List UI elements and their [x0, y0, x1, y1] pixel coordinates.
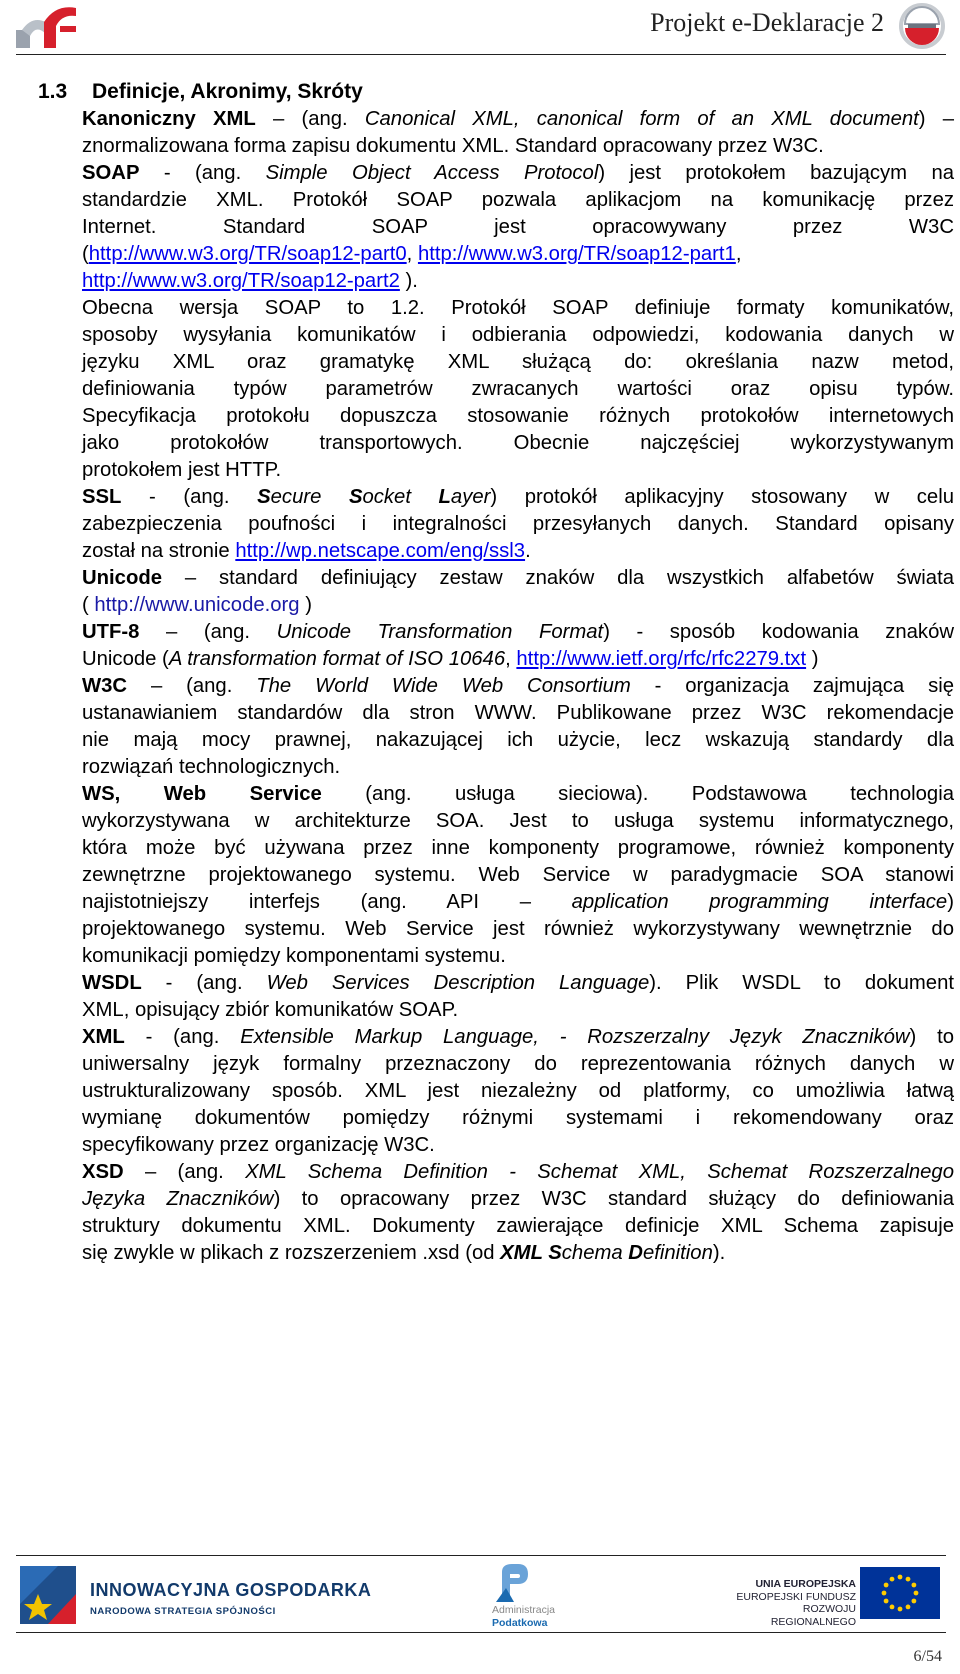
definition-xsd: XSD – (ang. XML Schema Definition - Schemat XML, Schemat Rozszerzalnego Języka Znaczników) to opracowany przez W3C standard służący do definiowania struktury dokumentu XML. Dokumenty zawierające definicje XML Schema zapisuje się zwykle w plikach z rozszerzeniem .xsd (od XML Schema Definition).	[82, 1161, 954, 1264]
eu-line-1: UNIA EUROPEJSKA	[755, 1578, 856, 1590]
footer-ap-line2: Podatkowa	[492, 1617, 548, 1629]
definition-soap: SOAP - (ang. Simple Object Access Protocol) jest protokołem bazującym na standardzie XML. Protokół SOAP pozwala aplikacjom na komunikację przez Internet. Standard SOAP jest opracowywany przez W3C (http://www.w3.org/TR/soap12-part0, http://www.w3.org/TR/soap12-part1, http://www.w3.org/TR/soap12-part2 ). Obecna wersja SOAP to 1.2. Protokół SOAP definiuje formaty komunikatów, sposoby wysyłania komunikatów i odbierania odpowiedzi, kodowania danych w języku XML oraz gramatykę XML służącą do: określania nazw metod, definiowania typów parametrów zwracanych wartości oraz opisu typów. Specyfikacja protokołu dopuszcza stosowanie różnych protokołów internetowych jako protokołów transportowych. Obecnie najczęściej wykorzystywanym protokołem jest HTTP.	[82, 162, 955, 481]
definition-wsdl: WSDL - (ang. Web Services Description Language). Plik WSDL to dokument XML, opisujący zbiór komunikatów SOAP.	[82, 972, 954, 1021]
definition-term: SSL	[82, 486, 122, 508]
definition-term: SOAP	[82, 162, 140, 184]
definition-utf8: UTF-8 – (ang. Unicode Transformation Format) - sposób kodowania znaków Unicode (A transformation format of ISO 10646, http://www.ietf.org/rfc/rfc2279.txt )	[82, 621, 954, 670]
eu-line-3: ROZWOJU REGIONALNEGO	[770, 1603, 856, 1628]
definition-term: Unicode	[82, 567, 163, 589]
definition-w3c: W3C – (ang. The World Wide Web Consortium - organizacja zajmująca się ustanawianiem standardów dla stron WWW. Publikowane przez W3C rekomendacje nie mają mocy prawnej, nakazującej ich użycie, lecz wskazują standardy dla rozwiązań technologicznych.	[82, 675, 954, 778]
footer-ap-line1: Administracja	[492, 1604, 556, 1616]
footer-ig-title: INNOWACYJNA GOSPODARKA	[90, 1580, 372, 1600]
rfc2279-link[interactable]: http://www.ietf.org/rfc/rfc2279.txt	[516, 648, 807, 670]
e-deklaracje-logo	[898, 2, 946, 50]
eu-flag-icon	[860, 1567, 940, 1619]
footer-eu-text	[736, 1578, 856, 1628]
definition-term: WSDL	[82, 972, 142, 994]
definition-unicode: Unicode – standard definiujący zestaw znaków dla wszystkich alfabetów świata ( http://www.unicode.org )	[82, 567, 954, 616]
page-number: 6/54	[913, 1648, 942, 1665]
section-title: Definicje, Akronimy, Skróty	[92, 80, 363, 103]
soap-part0-link[interactable]: http://www.w3.org/TR/soap12-part0	[88, 243, 407, 265]
page-header	[16, 0, 946, 55]
definition-ssl: SSL - (ang. Secure Socket Layer) protokół aplikacyjny stosowany w celu zabezpieczenia poufności i integralności przesyłanych danych. Standard opisany został na stronie http://wp.netscape.com/eng/ssl3.	[82, 486, 954, 562]
definition-term: WS, Web Service	[82, 783, 322, 805]
definition-term: XML	[82, 1026, 125, 1048]
footer-divider-bottom	[16, 1632, 946, 1633]
definition-web-service: WS, Web Service (ang. usługa sieciowa). Podstawowa technologia wykorzystywana w architekturze SOA. Jest to usługa systemu informatycznego, która może być używana przez inne komponenty programowe, również komponenty zewnętrzne projektowanego systemu. Web Service w paradygmacie SOA stanowi najistotniejszy interfejs (ang. API – application programming interface) projektowanego systemu. Web Service jest również wykorzystywany wewnętrznie do komunikacji pomiędzy komponentami systemu.	[82, 783, 954, 967]
definition-term: W3C	[82, 675, 128, 697]
definitions-list	[82, 106, 954, 1267]
definition-term: XSD	[82, 1161, 124, 1183]
ministry-of-finance-logo	[16, 4, 84, 48]
administracja-podatkowa-logo	[492, 1562, 542, 1604]
definition-canonical-xml: Kanoniczny XML – (ang. Canonical XML, canonical form of an XML document) – znormalizowana forma zapisu dokumentu XML. Standard opracowany przez W3C.	[82, 108, 954, 157]
soap-part2-link[interactable]: http://www.w3.org/TR/soap12-part2	[82, 270, 400, 292]
header-title: Projekt e-Deklaracje 2	[650, 8, 884, 37]
definition-xml: XML - (ang. Extensible Markup Language, - Rozszerzalny Język Znaczników) to uniwersalny język formalny przeznaczony do reprezentowania różnych danych w ustrukturalizowany sposób. XML jest niezależny od platformy, co umożliwia łatwą wymianę dokumentów pomiędzy różnymi systemami i rekomendowany oraz specyfikowany przez organizację W3C.	[82, 1026, 954, 1156]
section-heading	[38, 80, 363, 104]
innowacyjna-gospodarka-logo	[18, 1564, 78, 1626]
definition-term: UTF-8	[82, 621, 140, 643]
soap-part1-link[interactable]: http://www.w3.org/TR/soap12-part1	[417, 243, 736, 265]
footer-ig-subtitle: NARODOWA STRATEGIA SPÓJNOŚCI	[90, 1606, 276, 1617]
section-number: 1.3	[38, 80, 68, 103]
footer-divider-top	[16, 1555, 946, 1556]
eu-line-2: EUROPEJSKI FUNDUSZ	[736, 1590, 856, 1603]
definition-term: Kanoniczny XML	[82, 108, 256, 130]
ssl-link[interactable]: http://wp.netscape.com/eng/ssl3	[235, 540, 526, 562]
unicode-link[interactable]: http://www.unicode.org	[94, 594, 300, 616]
